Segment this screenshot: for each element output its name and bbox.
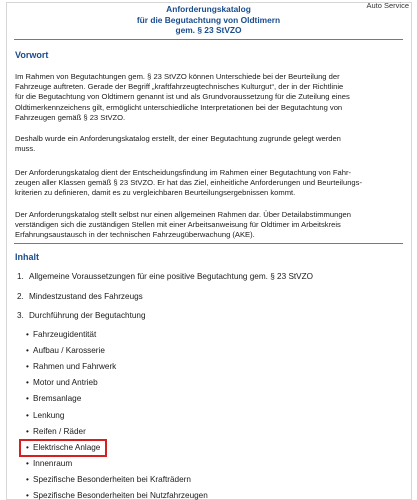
paragraph-line: zeugen aller Klassen gemäß § 23 StVZO. Er hat das Ziel, einheitliche Anforderungen und Beurteilungs- xyxy=(15,178,362,188)
vorwort-paragraph-2 xyxy=(15,134,403,154)
toc-subitem-label: Bremsanlage xyxy=(33,394,82,404)
toc-subitem-label: Rahmen und Fahrwerk xyxy=(33,362,117,372)
toc-subitem-label: Reifen / Räder xyxy=(33,426,86,436)
toc-item-1 xyxy=(17,272,313,281)
toc-subitem xyxy=(26,330,96,339)
bullet-icon: • xyxy=(26,346,29,356)
toc-subitem-label: Spezifische Besonderheiten bei Nutzfahrzeugen xyxy=(33,491,208,500)
paragraph-line: Der Anforderungskatalog stellt selbst nur einen allgemeinen Rahmen dar. Über Detailabstimmungen xyxy=(15,210,352,219)
toc-subitem-label: Elektrische Anlage xyxy=(33,442,101,452)
bullet-icon: • xyxy=(26,362,29,372)
toc-subitem xyxy=(26,411,64,420)
paragraph-line: Im Rahmen von Begutachtungen gem. § 23 StVZO können Unterschiede bei der Beurteilung der xyxy=(15,72,340,81)
vorwort-paragraph-1 xyxy=(15,72,403,123)
bullet-icon: • xyxy=(26,458,29,468)
paragraph-line: verständigen sich die zuständigen Stellen mit einer Arbeitsanweisung für Oldtimer im Arbeitskreis xyxy=(15,220,341,230)
bullet-icon: • xyxy=(26,394,29,404)
toc-item-2 xyxy=(17,292,143,301)
bullet-icon: • xyxy=(26,442,29,452)
highlight-box xyxy=(19,439,107,457)
toc-number: 3. xyxy=(17,311,24,320)
paragraph-line: für die Begutachtung von Oldtimern genannt ist und als Grundvoraussetzung für die Zuteilung eines xyxy=(15,92,350,102)
toc-subitem xyxy=(26,459,72,468)
toc-subitem-label: Fahrzeugidentität xyxy=(33,330,97,339)
toc-subitem xyxy=(26,362,116,371)
vorwort-paragraph-4 xyxy=(15,210,403,241)
paragraph-line: muss. xyxy=(15,144,36,154)
corner-label: Auto Service xyxy=(366,1,409,10)
toc-label: Allgemeine Voraussetzungen für eine positive Begutachtung gem. § 23 StVZO xyxy=(29,272,314,281)
toc-subitem xyxy=(26,378,98,387)
toc-subitem xyxy=(26,394,81,403)
toc-subitem xyxy=(26,491,208,500)
toc-item-3 xyxy=(17,311,146,320)
header-line-1: Anforderungskatalog xyxy=(166,4,251,14)
toc-number: 2. xyxy=(17,292,24,301)
bullet-icon: • xyxy=(26,378,29,388)
paragraph-line: Deshalb wurde ein Anforderungskatalog erstellt, der einer Begutachtung zugrunde gelegt werden xyxy=(15,134,341,143)
toc-label: Durchführung der Begutachtung xyxy=(29,311,146,320)
header-divider xyxy=(14,39,403,40)
section-title-inhalt: Inhalt xyxy=(15,252,39,262)
toc-number: 1. xyxy=(17,272,24,281)
bullet-icon: • xyxy=(26,474,29,484)
toc-subitem-label: Innenraum xyxy=(33,458,73,468)
paragraph-line: Oldtimerkennzeichens gilt, ermöglicht unterschiedliche Interpretationen bei der Begutachtung von xyxy=(15,102,343,112)
bullet-icon: • xyxy=(26,330,29,339)
toc-subitem xyxy=(26,346,105,355)
toc-subitem-label: Motor und Antrieb xyxy=(33,378,98,388)
paragraph-line: kriterien zu definieren, damit es zu vergleichbaren Beurteilungsergebnissen kommt. xyxy=(15,188,296,198)
section-divider xyxy=(14,243,403,244)
toc-subitem-label: Aufbau / Karosserie xyxy=(33,346,105,356)
paragraph-line: Fahrzeuge auftreten. Gerade der Begriff „kraftfahrzeugtechnisches Kulturgut“, der in der Richtlinie xyxy=(15,82,344,92)
section-title-vorwort: Vorwort xyxy=(15,50,49,60)
header-line-2: für die Begutachtung von Oldtimern xyxy=(136,14,281,25)
bullet-icon: • xyxy=(26,491,29,500)
paragraph-line: Der Anforderungskatalog dient der Entscheidungsfindung im Rahmen einer Begutachtung von Fahr- xyxy=(15,168,352,177)
document-header xyxy=(0,4,417,36)
toc-subitem-label: Spezifische Besonderheiten bei Krafträdern xyxy=(33,474,191,484)
vorwort-paragraph-3 xyxy=(15,168,403,199)
toc-label: Mindestzustand des Fahrzeugs xyxy=(29,292,143,301)
toc-subitem xyxy=(26,475,191,484)
toc-subitem-label: Lenkung xyxy=(33,410,65,420)
paragraph-line: Erfahrungsaustausch in der technischen Fahrzeugüberwachung (AKE). xyxy=(15,230,255,240)
paragraph-line: Fahrzeugen gemäß § 23 StVZO. xyxy=(15,112,126,122)
header-line-3: gem. § 23 StVZO xyxy=(175,25,242,35)
toc-subitem xyxy=(26,427,86,436)
bullet-icon: • xyxy=(26,410,29,420)
bullet-icon: • xyxy=(26,426,29,436)
